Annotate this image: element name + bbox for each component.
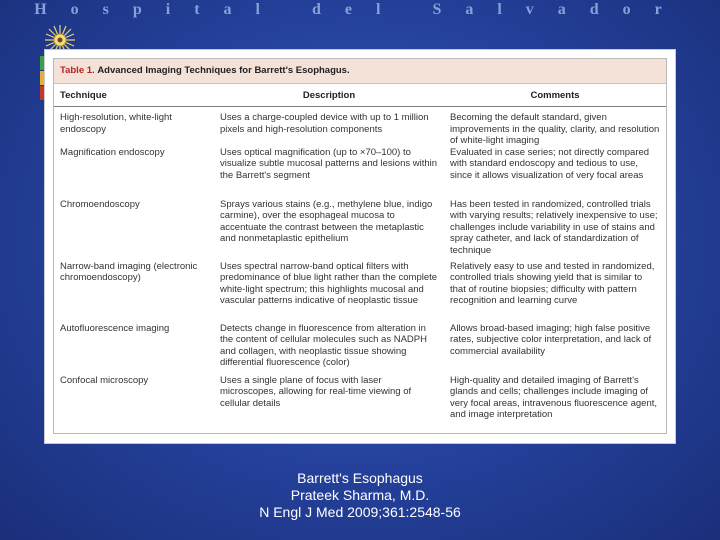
comments-cell: Relatively easy to use and tested in randomized, controlled trials showing yield that is similar to that of routine biopsies; difficulty with pattern recognition and learning curve [450, 260, 655, 306]
slide-header-title: Hospital del Salvador [34, 1, 686, 18]
content-panel [45, 50, 675, 443]
citation-journal: N Engl J Med 2009;361:2548-56 [259, 504, 461, 520]
description-cell: Uses a charge-coupled device with up to 1 million pixels and high-resolution components [220, 112, 429, 135]
comments-cell: Has been tested in randomized, controlled trials with varying results; relatively inexpensive to use; challenges include variability in use of stains and spray catheter, and lack of standardization of technique [450, 198, 658, 256]
technique-cell: Narrow-band imaging (electronic chromoendoscopy) [60, 260, 198, 283]
comments-cell: Becoming the default standard, given improvements in the quality, clarity, and resolution of white-light imaging [450, 112, 660, 146]
table-row [54, 323, 666, 375]
table-caption-title: Advanced Imaging Techniques for Barrett's Esophagus. [97, 65, 350, 76]
column-header-comments: Comments [444, 84, 666, 107]
description-cell: Uses optical magnification (up to ×70–100) to visualize subtle mucosal patterns and lesions within the Barrett's segment [220, 146, 438, 181]
technique-cell: High-resolution, white-light endoscopy [60, 112, 172, 135]
imaging-techniques-table [53, 58, 667, 434]
table-caption-label: Table 1. [60, 65, 95, 76]
techniques-table [54, 84, 666, 431]
technique-cell: Magnification endoscopy [60, 146, 165, 158]
table-header-row [54, 84, 666, 107]
citation-block [240, 470, 480, 521]
table-row [54, 107, 666, 147]
technique-cell: Confocal microscopy [60, 374, 149, 386]
description-cell: Uses spectral narrow-band optical filters with predominance of blue light rather than the complete white-light spectrum; this highlights mucosal and vascular patterns indicative of neoplastic tissue [220, 260, 438, 306]
table-row [54, 199, 666, 261]
comments-cell: High-quality and detailed imaging of Barrett's glands and cells; challenges include imaging of very focal areas, intravenous fluorescence agent, and image interpretation [450, 374, 658, 420]
column-header-description: Description [214, 84, 444, 107]
citation-title: Barrett's Esophagus [297, 470, 423, 486]
table-caption [54, 59, 666, 84]
citation-author: Prateek Sharma, M.D. [290, 487, 430, 503]
description-cell: Uses a single plane of focus with laser microscopes, allowing for real-time viewing of cellular details [220, 374, 412, 409]
comments-cell: Allows broad-based imaging; high false positive rates, subjective color interpretation, and lack of commercial availability [450, 322, 652, 357]
table-row [54, 147, 666, 199]
accent-bars [40, 56, 44, 101]
technique-cell: Autofluorescence imaging [60, 322, 170, 334]
description-cell: Sprays various stains (e.g., methylene blue, indigo carmine), over the esophageal mucosa to accentuate the contrast between the metaplastic and nonmetaplastic epithelium [220, 198, 433, 244]
table-row [54, 261, 666, 323]
column-header-technique: Technique [54, 84, 214, 107]
technique-cell: Chromoendoscopy [60, 198, 140, 210]
comments-cell: Evaluated in case series; not directly compared with standard endoscopy and tedious to use, since it allows visualization of very focal areas [450, 146, 650, 181]
description-cell: Detects change in fluorescence from alteration in the content of cellular molecules such as NADPH and collagen, with neoplastic tissue showing differential fluorescence (color) [220, 322, 427, 368]
table-row [54, 375, 666, 431]
